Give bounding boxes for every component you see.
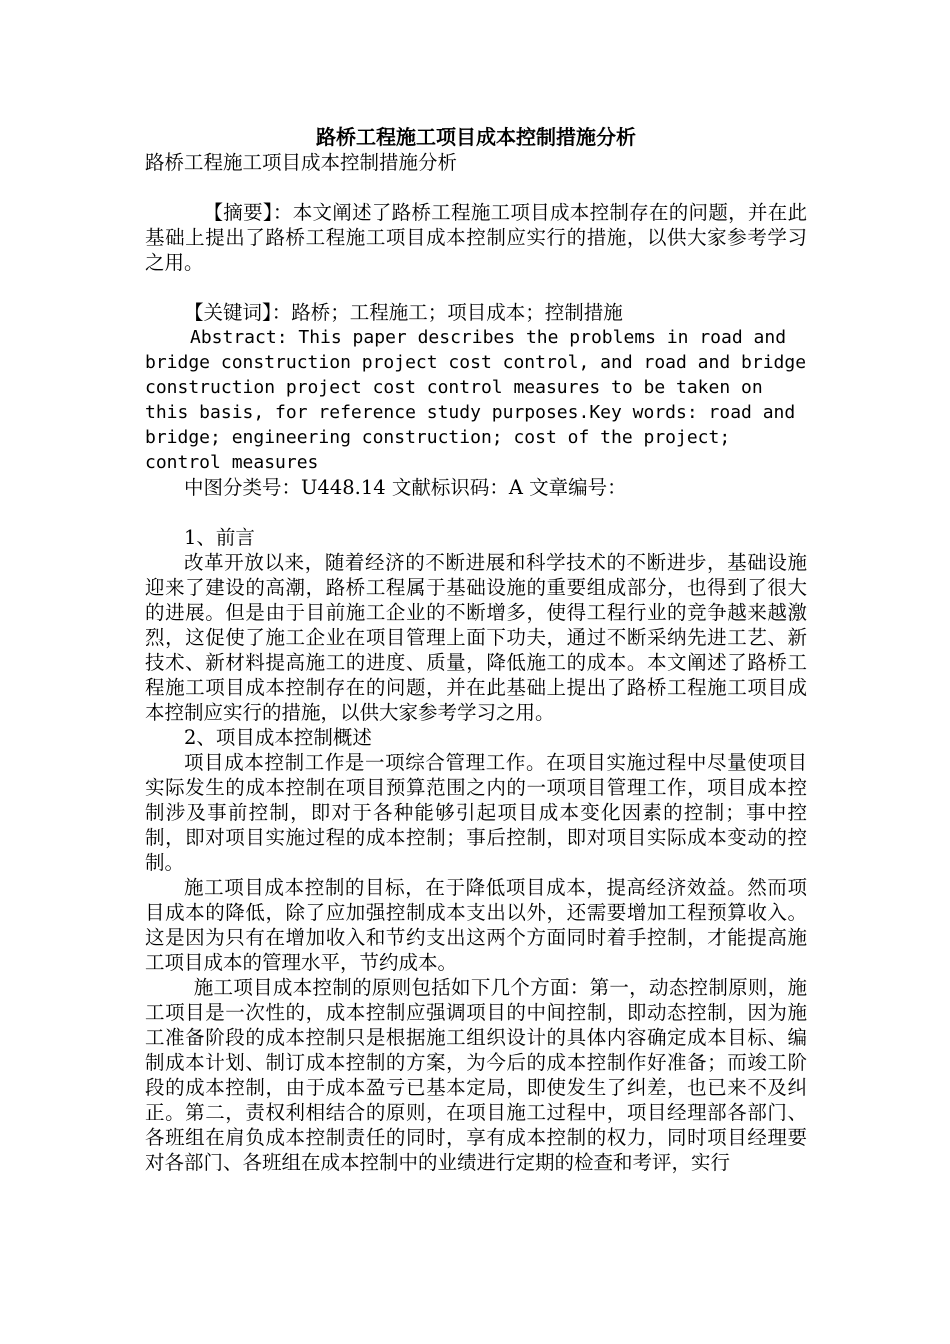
document-body [145, 124, 807, 1175]
classification-line: 中图分类号：U448.14 文献标识码：A 文章编号： [184, 476, 627, 499]
paragraph: 施工项目成本控制的原则包括如下几个方面：第一，动态控制原则，施工项目是一次性的，成本控制应强调项目的中间控制，即动态控制，因为施工准备阶段的成本控制只是根据施工组织设计的具体内容确定成本目标、编制成本计划、制订成本控制的方案，为今后的成本控制作好准备；而竣工阶段的成本控制，由于成本盈亏已基本定局，即使发生了纠差，也已来不及纠正。第二，责权利相结合的原则，在项目施工过程中，项目经理部各部门、各班组在肩负成本控制责任的同时，享有成本控制的权力，同时项目经理要对各部门、各班组在成本控制中的业绩进行定期的检查和考评，实行 [145, 976, 807, 1174]
abstract-en: Abstract: This paper describes the problems in road and bridge construction project cost control, and road and bridge construction project cost control measures to be taken on this basis, for reference study purposes.Key words: road and bridge; engineering construction; cost of the project; control measures [145, 327, 807, 473]
keywords-cn: 【关键词】：路桥；工程施工；项目成本；控制措施 [184, 301, 623, 324]
paragraph: 施工项目成本控制的目标，在于降低项目成本，提高经济效益。然而项目成本的降低，除了应加强控制成本支出以外，还需要增加工程预算收入。这是因为只有在增加收入和节约支出这两个方面同时着手控制，才能提高施工项目成本的管理水平，节约成本。 [145, 876, 807, 974]
document-subtitle: 路桥工程施工项目成本控制措施分析 [145, 151, 458, 174]
spacer [145, 275, 807, 300]
paragraph: 项目成本控制工作是一项综合管理工作。在项目实施过程中尽量使项目实际发生的成本控制在项目预算范围之内的一项项目管理工作，项目成本控制涉及事前控制，即对于各种能够引起项目成本变化因素的控制；事中控制，即对项目实施过程的成本控制；事后控制，即对项目实际成本变动的控制。 [145, 751, 807, 874]
paragraph: 改革开放以来，随着经济的不断进展和科学技术的不断进步，基础设施迎来了建设的高潮，路桥工程属于基础设施的重要组成部分，也得到了很大的进展。但是由于目前施工企业的不断增多，使得工程行业的竞争越来越激烈，这促使了施工企业在项目管理上面下功夫，通过不断采纳先进工艺、新技术、新材料提高施工的进度、质量，降低施工的成本。本文阐述了路桥工程施工项目成本控制存在的问题，并在此基础上提出了路桥工程施工项目成本控制应实行的措施，以供大家参考学习之用。 [145, 551, 807, 724]
spacer [145, 500, 807, 525]
abstract-cn: 【摘要】：本文阐述了路桥工程施工项目成本控制存在的问题，并在此基础上提出了路桥工程施工项目成本控制应实行的措施，以供大家参考学习之用。 [145, 201, 807, 274]
section-heading: 2、项目成本控制概述 [184, 726, 372, 749]
section-heading: 1、前言 [184, 526, 255, 549]
document-title: 路桥工程施工项目成本控制措施分析 [316, 125, 636, 149]
